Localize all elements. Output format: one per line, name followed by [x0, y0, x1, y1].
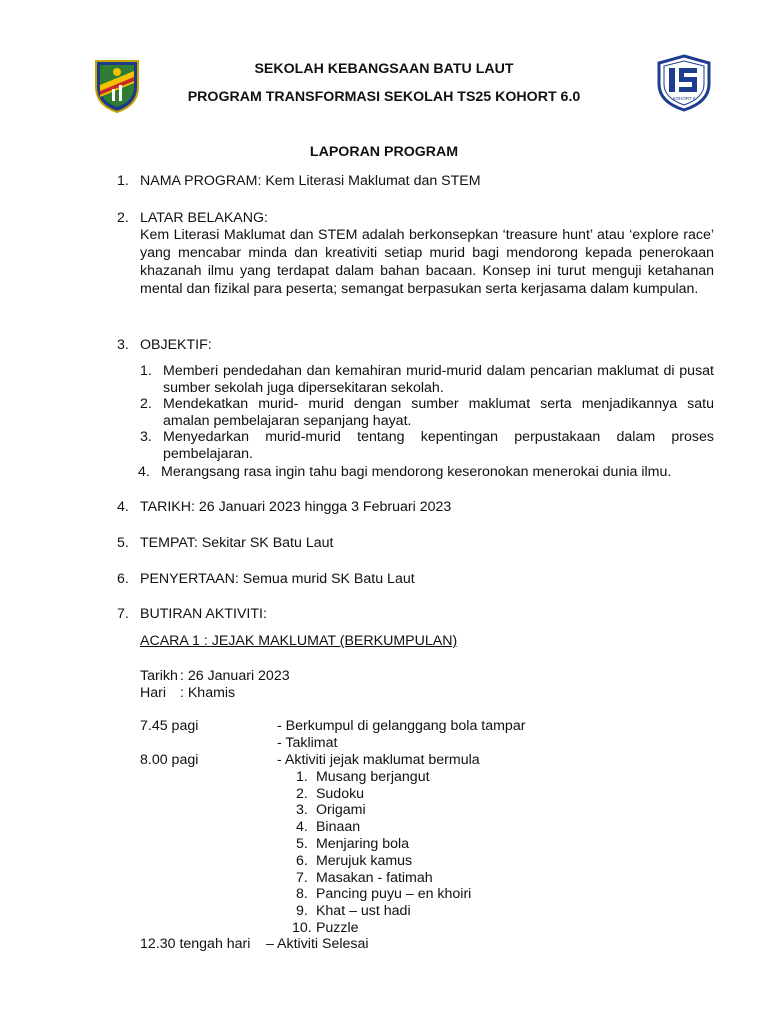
station-name: Origami: [315, 802, 366, 818]
activity-date: [140, 668, 290, 685]
section-text: BUTIRAN AKTIVITI:: [140, 606, 267, 622]
station-name: Pancing puyu – en khoiri: [315, 886, 472, 902]
station-name: Puzzle: [315, 920, 359, 936]
station-item: [296, 836, 409, 853]
objective-text: Menyedarkan murid-murid tentang kepentingan perpustakaan dalam proses pembelajaran.: [163, 429, 714, 462]
station-name: Binaan: [315, 819, 361, 835]
station-number: 2.: [296, 786, 308, 802]
objective-number: 4.: [138, 464, 150, 480]
station-name: Menjaring bola: [315, 836, 410, 852]
objective-number: 2.: [140, 396, 152, 412]
station-item: [296, 769, 430, 786]
section-number: 2.: [117, 210, 129, 226]
section-number: 1.: [117, 173, 129, 189]
schedule-end-desc: – Aktiviti Selesai: [266, 936, 369, 952]
report-title: LAPORAN PROGRAM: [309, 144, 459, 160]
objective-number: 3.: [140, 429, 152, 445]
objective-text: Merangsang rasa ingin tahu bagi mendorong keseronokan menerokai dunia ilmu.: [161, 464, 672, 480]
station-item: [296, 819, 360, 836]
station-number: 6.: [296, 853, 308, 869]
date-label: Tarikh: [140, 668, 178, 684]
day-value: : Khamis: [179, 685, 236, 701]
section-text: TARIKH: 26 Januari 2023 hingga 3 Februari 2023: [140, 499, 452, 515]
station-item: [296, 786, 364, 803]
station-name: Musang berjangut: [315, 769, 430, 785]
station-number: 1.: [296, 769, 308, 785]
station-item: [296, 903, 411, 920]
section-number: 6.: [117, 571, 129, 587]
schedule-desc: - Aktiviti jejak maklumat bermula: [277, 752, 480, 768]
schedule-time: 8.00 pagi: [140, 752, 199, 768]
station-number: 5.: [296, 836, 308, 852]
school-name: SEKOLAH KEBANGSAAN BATU LAUT: [254, 61, 514, 77]
station-name: Sudoku: [315, 786, 365, 802]
section-text: LATAR BELAKANG:: [140, 210, 268, 226]
day-label: Hari: [140, 685, 167, 701]
station-item: [296, 853, 412, 870]
objective-text: Memberi pendedahan dan kemahiran murid-murid dalam pencarian maklumat di pusat sumber sekolah juga dipersekitaran sekolah.: [163, 363, 714, 396]
objective-number: 1.: [140, 363, 152, 379]
schedule-desc: - Taklimat: [277, 735, 338, 751]
section-number: 7.: [117, 606, 129, 622]
section-number: 3.: [117, 337, 129, 353]
station-item: [292, 920, 359, 937]
program-title: PROGRAM TRANSFORMASI SEKOLAH TS25 KOHORT 6.0: [187, 89, 581, 105]
station-number: 4.: [296, 819, 308, 835]
station-number: 7.: [296, 870, 308, 886]
schedule-end-time: 12.30 tengah hari: [140, 936, 251, 952]
station-number: 8.: [296, 886, 308, 902]
station-name: Masakan - fatimah: [315, 870, 433, 886]
schedule-desc: - Berkumpul di gelanggang bola tampar: [277, 718, 526, 734]
section-number: 5.: [117, 535, 129, 551]
background-paragraph: Kem Literasi Maklumat dan STEM adalah berkonsepkan ‘treasure hunt’ atau ‘explore race’ yang mencabar minda dan kreativiti setiap murid bagi mendorong kepada penerokaan khazanah ilmu yang terdapat dalam bahan bacaan. Konsep ini turut menguji ketahanan mental dan fizikal para peserta; semangat berpasukan serta kerjasama dalam kumpulan.: [140, 227, 714, 297]
section-text: PENYERTAAN: Semua murid SK Batu Laut: [140, 571, 415, 587]
section-text: TEMPAT: Sekitar SK Batu Laut: [140, 535, 334, 551]
activity-title: ACARA 1 : JEJAK MAKLUMAT (BERKUMPULAN): [140, 633, 458, 649]
logo-caption: KOHORT 6: [672, 96, 696, 101]
activity-day: [140, 685, 235, 702]
station-name: Khat – ust hadi: [315, 903, 411, 919]
station-number: 9.: [296, 903, 308, 919]
station-number: 3.: [296, 802, 308, 818]
station-number: 10.: [292, 920, 312, 936]
objective-text: Mendekatkan murid- murid dengan sumber maklumat serta menjadikannya satu amalan pembelajaran sepanjang hayat.: [163, 396, 714, 429]
station-item: [296, 886, 471, 903]
station-item: [296, 870, 433, 887]
station-item: [296, 802, 366, 819]
station-name: Merujuk kamus: [315, 853, 413, 869]
date-value: : 26 Januari 2023: [179, 668, 290, 684]
schedule-time: 7.45 pagi: [140, 718, 199, 734]
section-number: 4.: [117, 499, 129, 515]
section-text: OBJEKTIF:: [140, 337, 212, 353]
section-text: NAMA PROGRAM: Kem Literasi Maklumat dan STEM: [140, 173, 481, 189]
